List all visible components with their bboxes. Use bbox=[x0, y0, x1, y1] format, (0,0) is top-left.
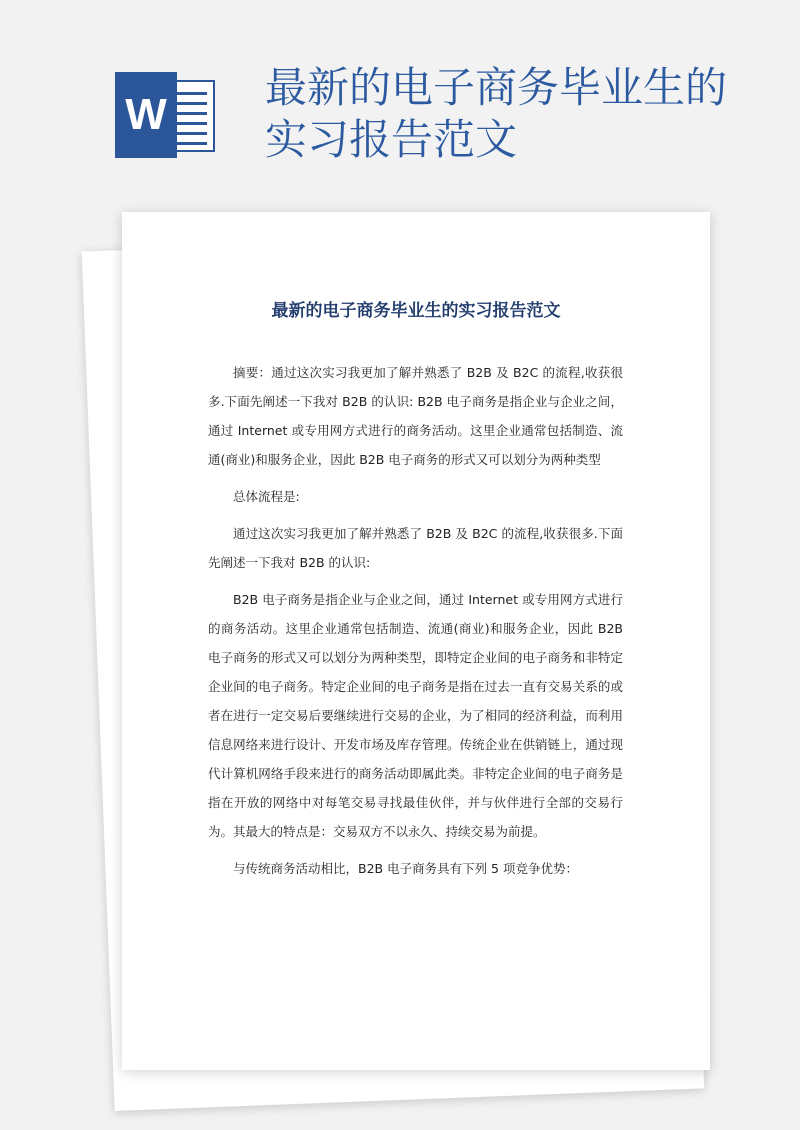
paragraph-advantages: 与传统商务活动相比，B2B 电子商务具有下列 5 项竞争优势： bbox=[233, 861, 578, 876]
paragraph-b2b-definition: B2B 电子商务是指企业与企业之间，通过 Internet 或专用网方式进行的商务活动。这里企业通常包括制造、流通(商业)和服务企业，因此 B2B 电子商务的形式又可以划分为两种类型，即特定企业间的电子商务和非特定企业间的电子商务。特定企业间的电子商务是指在过去一直有交易关系的或者在进行一定交易后要继续进行交易的企业，为了相同的经济利益，而利用信息网络来进行设计、开发市场及库存管理。传统企业在供销链上，通过现代计算机网络手段来进行的商务活动即属此类。非特定企业间的电子商务是指在开放的网络中对每笔交易寻找最佳伙伴，并与伙伴进行全部的交易行为。其最大的特点是：交易双方不以永久、持续交易为前提。 bbox=[208, 592, 623, 839]
paragraph-overall-flow: 总体流程是: bbox=[233, 489, 300, 504]
paragraph-intro: 通过这次实习我更加了解并熟悉了 B2B 及 B2C 的流程,收获很多.下面先阐述一下我对 B2B 的认识: bbox=[208, 526, 623, 570]
word-document-icon bbox=[115, 72, 219, 158]
document-title: 最新的电子商务毕业生的实习报告范文 bbox=[271, 301, 561, 321]
header-title: 最新的电子商务毕业生的实习报告范文 bbox=[265, 63, 728, 164]
paragraph-abstract: 摘要：通过这次实习我更加了解并熟悉了 B2B 及 B2C 的流程,收获很多.下面先阐述一下我对 B2B 的认识: B2B 电子商务是指企业与企业之间，通过 Internet 或专用网方式进行的商务活动。这里企业通常包括制造、流通(商业)和服务企业，因此 B2B 电子商务的形式又可以划分为两种类型 bbox=[208, 365, 623, 467]
word-badge: W bbox=[115, 72, 177, 158]
document-page bbox=[122, 212, 710, 1070]
document-body bbox=[208, 358, 623, 891]
